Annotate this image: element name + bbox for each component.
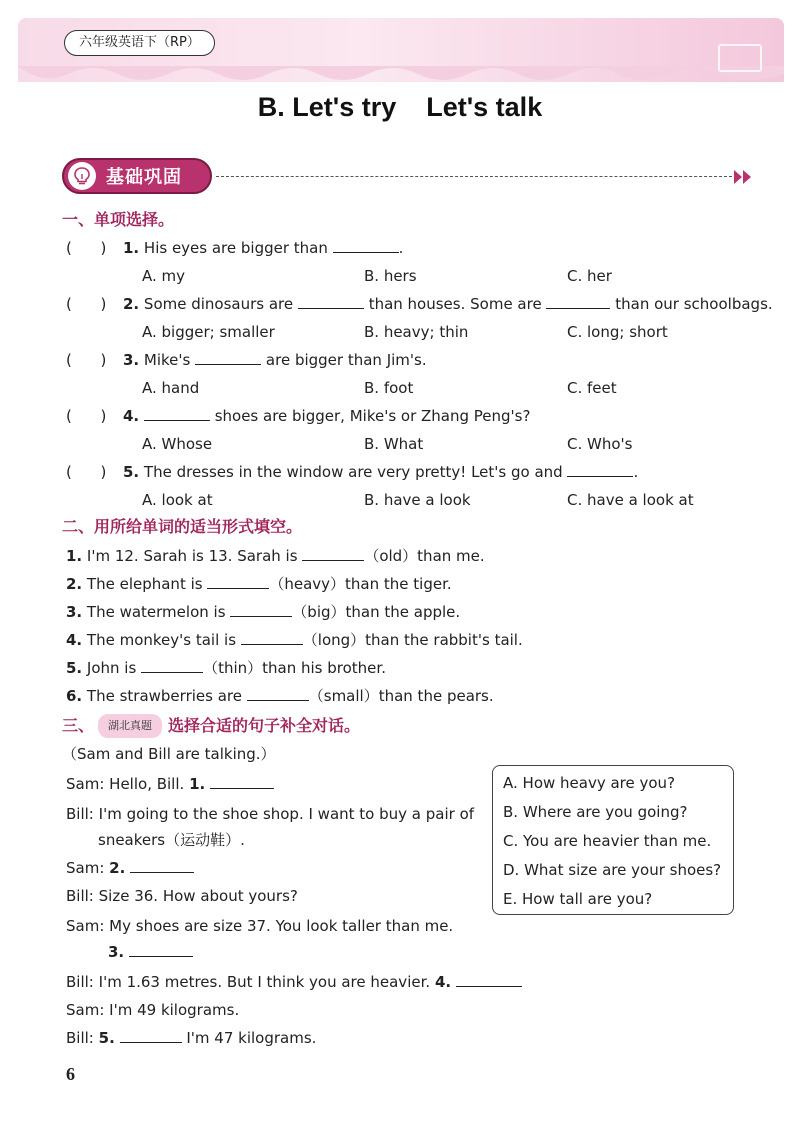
dialogue-line-2-cont: sneakers（运动鞋）. — [98, 831, 245, 849]
option-c: C. her — [567, 267, 612, 285]
banner-wave — [18, 66, 784, 90]
option-b: B. What — [364, 435, 424, 453]
dialogue-line-4: Bill: Size 36. How about yours? — [66, 887, 298, 905]
page-title: B. Let's try Let's talk — [257, 92, 543, 122]
question-3: 3. Mike's are bigger than Jim's. — [123, 351, 427, 369]
section-divider — [216, 176, 732, 177]
question-4: 4. shoes are bigger, Mike's or Zhang Peng's? — [123, 407, 531, 425]
fill-item-2: 2. The elephant is （heavy）than the tiger. — [66, 575, 452, 593]
answer-bracket[interactable]: ( ) — [66, 407, 107, 425]
page-number: 6 — [66, 1064, 75, 1084]
option-c: C. have a look at — [567, 491, 694, 509]
question-2: 2. Some dinosaurs are than houses. Some are than our schoolbags. — [123, 295, 773, 313]
dialogue-line-1: Sam: Hello, Bill. 1. — [66, 774, 274, 794]
option-b: B. heavy; thin — [364, 323, 469, 341]
dialogue-line-2: Bill: I'm going to the shoe shop. I want to buy a pair of — [66, 805, 475, 823]
book-label: 六年级英语下（RP） — [64, 30, 215, 56]
part3-heading: 三、 湖北真题 选择合适的句子补全对话。 — [62, 714, 360, 738]
answer-bracket[interactable]: ( ) — [66, 239, 107, 257]
dialogue-line-5: Sam: My shoes are size 37. You look taller than me. — [66, 917, 454, 935]
dialogue-option-b: B. Where are you going? — [503, 803, 688, 821]
fill-item-3: 3. The watermelon is （big）than the apple. — [66, 603, 461, 621]
option-b: B. foot — [364, 379, 414, 397]
section-badge — [62, 158, 212, 194]
dialogue-line-7: Sam: I'm 49 kilograms. — [66, 1001, 240, 1019]
exam-tag: 湖北真题 — [98, 714, 162, 738]
part1-heading: 一、单项选择。 — [62, 210, 175, 229]
answer-bracket[interactable]: ( ) — [66, 463, 107, 481]
option-b: B. have a look — [364, 491, 471, 509]
option-a: A. bigger; smaller — [142, 323, 275, 341]
fill-item-4: 4. The monkey's tail is （long）than the rabbit's tail. — [66, 631, 523, 649]
option-a: A. my — [142, 267, 186, 285]
question-1: 1. His eyes are bigger than . — [123, 239, 404, 257]
dialogue-option-a: A. How heavy are you? — [503, 774, 676, 792]
answer-bracket[interactable]: ( ) — [66, 295, 107, 313]
option-a: A. Whose — [142, 435, 213, 453]
option-c: C. long; short — [567, 323, 668, 341]
dialogue-option-e: E. How tall are you? — [503, 890, 653, 908]
option-c: C. Who's — [567, 435, 633, 453]
answer-bracket[interactable]: ( ) — [66, 351, 107, 369]
option-c: C. feet — [567, 379, 617, 397]
option-b: B. hers — [364, 267, 417, 285]
corner-sticker — [718, 44, 762, 72]
options-box — [492, 765, 734, 915]
question-5: 5. The dresses in the window are very pretty! Let's go and . — [123, 463, 639, 481]
fill-item-6: 6. The strawberries are （small）than the pears. — [66, 687, 494, 705]
dialogue-line-8: Bill: 5. I'm 47 kilograms. — [66, 1029, 317, 1047]
dialogue-intro: （Sam and Bill are talking.） — [62, 745, 276, 763]
section-title: 基础巩固 — [106, 167, 182, 188]
dialogue-line-5-cont: 3. — [108, 942, 193, 962]
part2-heading: 二、用所给单词的适当形式填空。 — [62, 517, 303, 536]
dialogue-option-c: C. You are heavier than me. — [503, 832, 712, 850]
fill-item-5: 5. John is （thin）than his brother. — [66, 659, 386, 677]
dialogue-line-3: Sam: 2. — [66, 858, 194, 878]
double-arrow-icon — [734, 170, 754, 184]
option-a: A. look at — [142, 491, 213, 509]
option-a: A. hand — [142, 379, 200, 397]
fill-item-1: 1. I'm 12. Sarah is 13. Sarah is （old）than me. — [66, 547, 485, 565]
dialogue-line-6: Bill: I'm 1.63 metres. But I think you are heavier. 4. — [66, 972, 522, 992]
lightbulb-icon — [68, 162, 96, 190]
dialogue-option-d: D. What size are your shoes? — [503, 861, 722, 879]
